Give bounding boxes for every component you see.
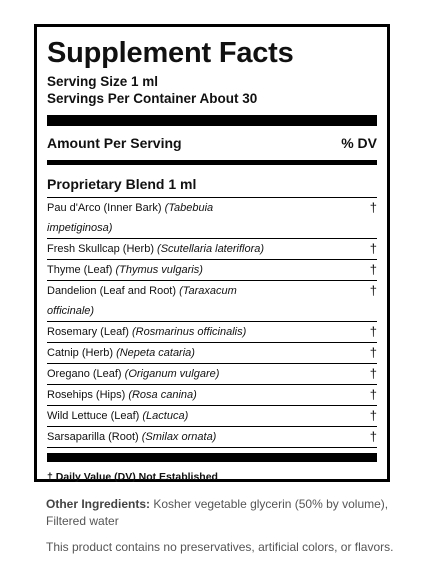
ingredient-row (47, 406, 377, 427)
other-ingredients (46, 496, 396, 530)
ingredient-row (47, 260, 377, 281)
ingredient-row (47, 239, 377, 260)
ingredient-latin-name: (Smilax ornata) (141, 431, 217, 443)
ingredient-name (47, 385, 363, 405)
ingredient-latin-name: (Origanum vulgare) (124, 368, 220, 380)
dv-dagger-mark: † (369, 241, 377, 256)
bottom-divider (47, 453, 377, 462)
ingredient-common-name: Sarsaparilla (Root) (47, 431, 142, 443)
ingredient-row (47, 322, 377, 343)
ingredient-latin-name: (Taraxacum officinale) (47, 285, 237, 317)
ingredient-row (47, 427, 377, 448)
ingredient-latin-name: (Scutellaria lateriflora) (157, 243, 265, 255)
ingredient-name (47, 364, 363, 384)
ingredient-name (47, 239, 363, 259)
ingredient-common-name: Thyme (Leaf) (47, 264, 116, 276)
ingredient-name (47, 427, 363, 447)
ingredient-latin-name: (Nepeta cataria) (116, 347, 195, 359)
ingredient-name (47, 343, 363, 363)
dv-dagger-mark: † (369, 387, 377, 402)
dv-dagger-mark: † (369, 408, 377, 423)
preservative-notice: This product contains no preservatives, artificial colors, or flavors. (46, 540, 394, 554)
ingredient-row (47, 343, 377, 364)
panel-title: Supplement Facts (47, 37, 294, 69)
dv-dagger-mark: † (369, 262, 377, 277)
ingredient-row (47, 198, 377, 239)
ingredient-common-name: Pau d'Arco (Inner Bark) (47, 202, 165, 214)
serving-size: Serving Size 1 ml (47, 74, 159, 89)
ingredient-name (47, 281, 245, 321)
dv-dagger-mark: † (369, 345, 377, 360)
ingredient-common-name: Catnip (Herb) (47, 347, 117, 359)
ingredient-name (47, 322, 363, 342)
ingredient-latin-name: (Lactuca) (142, 410, 189, 422)
dv-header: % DV (341, 135, 377, 151)
supplement-facts-panel (34, 24, 390, 482)
ingredient-name (47, 198, 245, 238)
ingredient-row (47, 364, 377, 385)
other-ingredients-text: Kosher vegetable glycerin (50% by volume), Filtered water (46, 497, 389, 528)
blend-title: Proprietary Blend 1 ml (47, 171, 377, 198)
medium-divider (47, 160, 377, 165)
dv-dagger-mark: † (369, 283, 377, 298)
ingredient-name (47, 406, 363, 426)
ingredient-common-name: Oregano (Leaf) (47, 368, 125, 380)
ingredient-row (47, 385, 377, 406)
ingredient-latin-name: (Rosmarinus officinalis) (131, 326, 247, 338)
ingredient-name (47, 260, 363, 280)
ingredient-common-name: Wild Lettuce (Leaf) (47, 410, 143, 422)
dv-dagger-mark: † (369, 366, 377, 381)
dv-dagger-mark: † (369, 200, 377, 215)
dv-footnote: † Daily Value (DV) Not Established (47, 471, 218, 483)
ingredient-common-name: Fresh Skullcap (Herb) (47, 243, 158, 255)
ingredient-common-name: Rosehips (Hips) (47, 389, 129, 401)
amount-per-serving-label: Amount Per Serving (47, 135, 182, 151)
ingredient-row (47, 281, 377, 322)
dv-dagger-mark: † (369, 429, 377, 444)
ingredient-common-name: Rosemary (Leaf) (47, 326, 132, 338)
ingredient-common-name: Dandelion (Leaf and Root) (47, 285, 180, 297)
servings-per-container: Servings Per Container About 30 (47, 91, 258, 106)
thick-divider (47, 115, 377, 126)
other-ingredients-label: Other Ingredients: (46, 497, 151, 511)
dv-dagger-mark: † (369, 324, 377, 339)
ingredient-list (47, 198, 377, 448)
ingredient-latin-name: (Tabebuia impetiginosa) (47, 202, 214, 234)
ingredient-latin-name: (Thymus vulgaris) (115, 264, 203, 276)
ingredient-latin-name: (Rosa canina) (128, 389, 197, 401)
amount-header-row (47, 130, 377, 156)
